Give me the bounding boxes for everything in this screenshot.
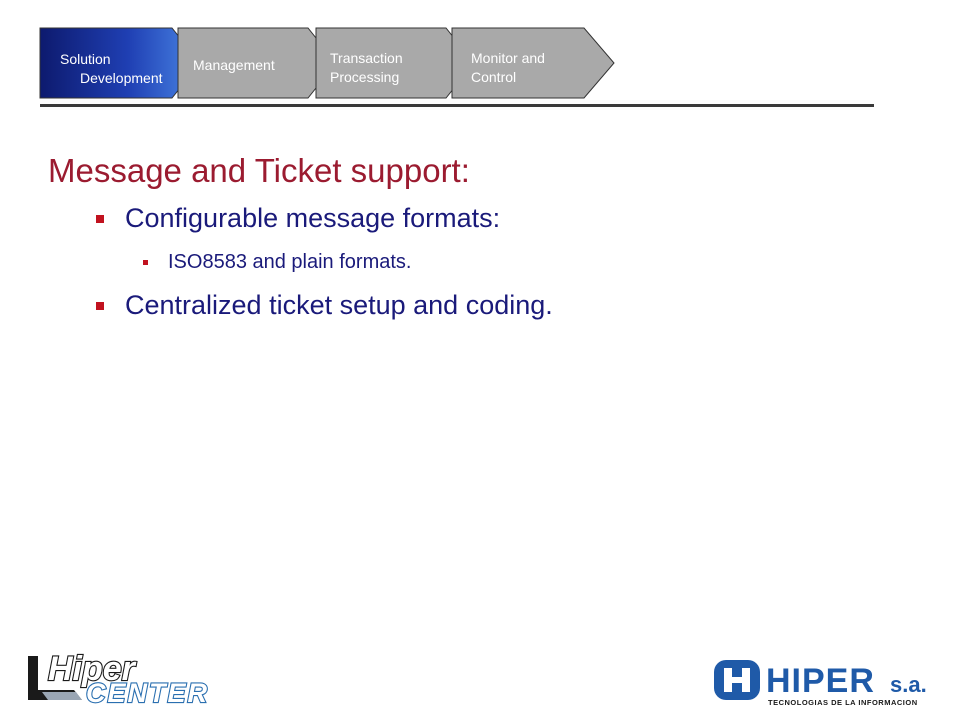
hipercenter-logo-graphic (24, 644, 238, 706)
bullet-item-configurable-formats (96, 203, 500, 234)
step-management-label (193, 56, 275, 75)
step-solution-development-label (60, 50, 163, 88)
hipersa-logo-graphic (712, 656, 946, 708)
step-monitor-line1: Monitor and (471, 50, 545, 66)
bullet-text: Centralized ticket setup and coding. (125, 290, 553, 320)
step-solution-line2: Development (80, 70, 163, 86)
hipersa-brand-text: HIPER (766, 662, 875, 700)
logo-hiper-word: Hiper (48, 650, 135, 688)
sub-bullet-marker (143, 260, 148, 265)
step-monitor-line2: Control (471, 69, 517, 85)
hipersa-emblem-bar-mid (724, 677, 750, 683)
step-transaction-line1: Transaction (330, 50, 403, 66)
bullet-text: Configurable message formats: (125, 203, 501, 233)
logo-bracket-shadow (42, 692, 82, 700)
process-nav (0, 0, 960, 112)
hipersa-logo (712, 656, 946, 708)
slide-heading: Message and Ticket support: (48, 152, 470, 189)
step-solution-line1: Solution (60, 51, 111, 67)
bullet-marker (96, 215, 104, 223)
bullet-item-centralized-ticket (96, 290, 553, 321)
sub-bullet-text: ISO8583 and plain formats. (168, 251, 412, 273)
logo-center-word: CENTER (86, 678, 210, 706)
sub-bullet-item-iso8583 (143, 251, 411, 274)
step-transaction-processing-label (330, 49, 403, 87)
bullet-marker (96, 302, 104, 310)
hipersa-tagline: TECNOLOGIAS DE LA INFORMACION (768, 698, 918, 707)
nav-divider (40, 104, 874, 107)
hipercenter-logo (24, 644, 238, 706)
step-management-line1: Management (193, 57, 275, 73)
hipersa-suffix-text: s.a. (890, 672, 927, 697)
step-transaction-line2: Processing (330, 69, 400, 85)
step-monitor-control-label (471, 49, 545, 87)
